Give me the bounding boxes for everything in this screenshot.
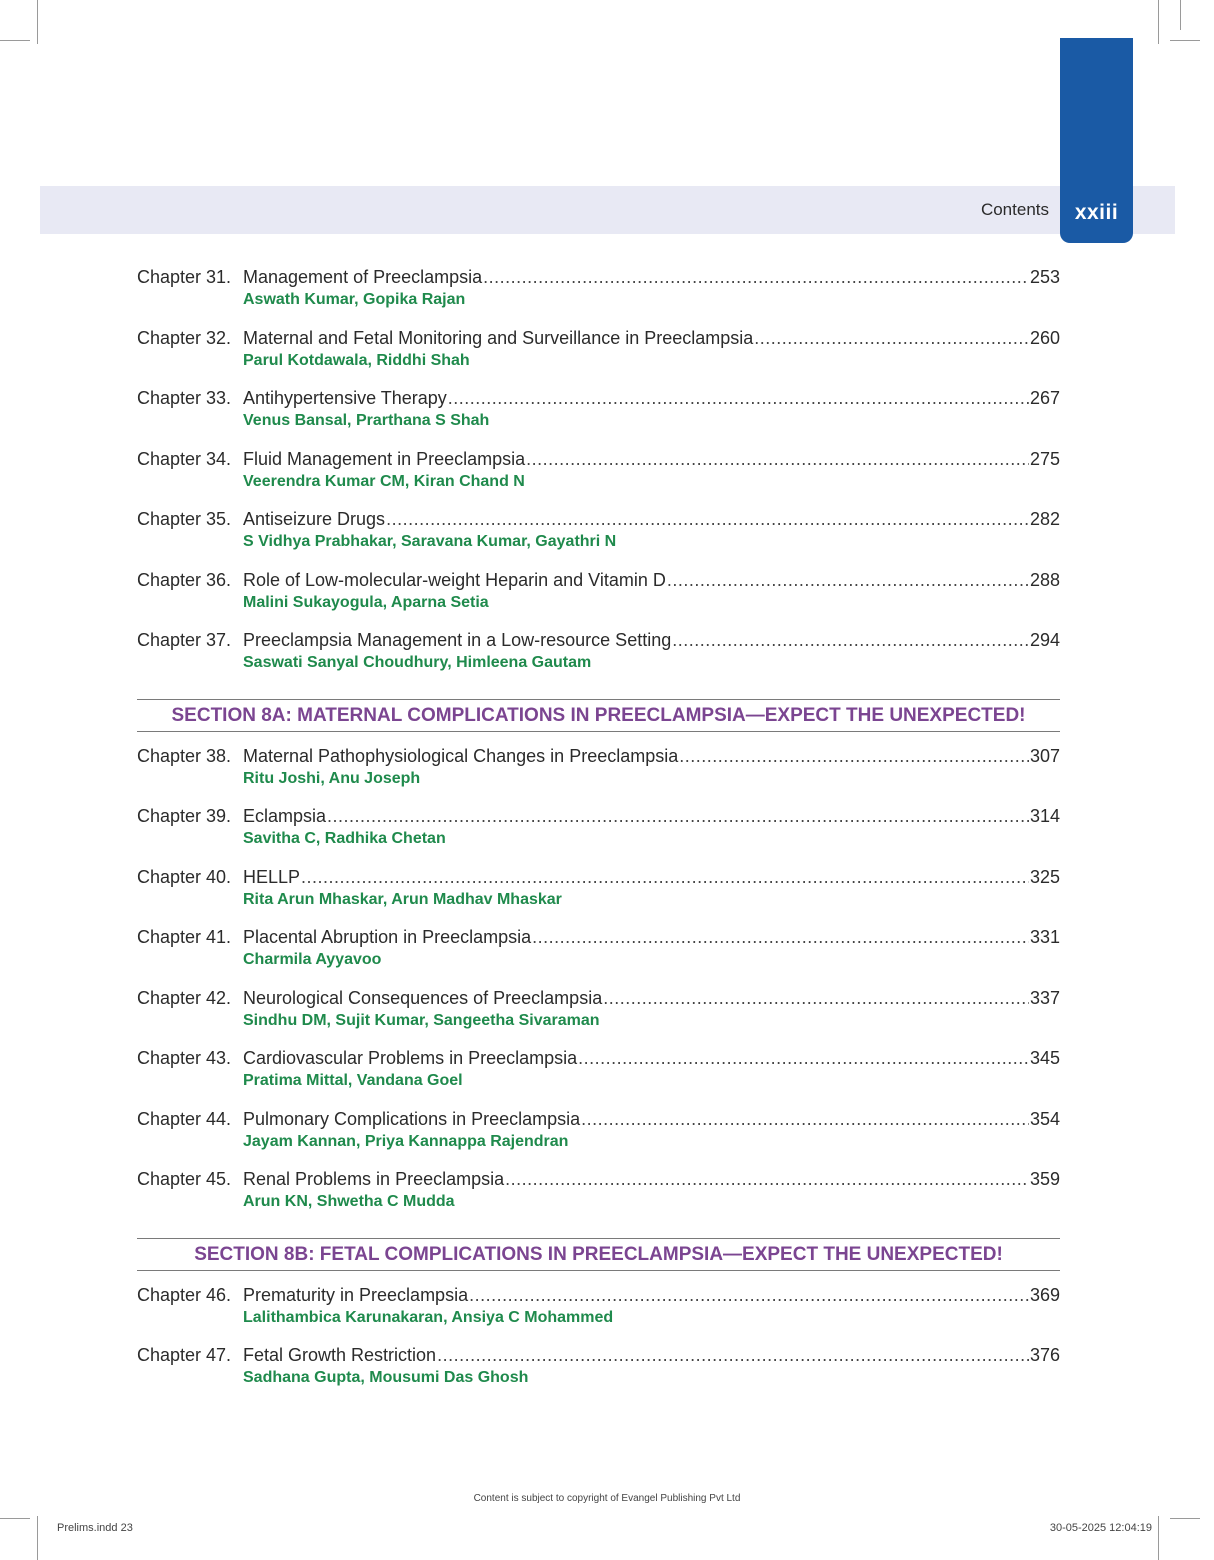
toc-entry — [137, 325, 1060, 386]
page-reference: 260 — [1029, 327, 1060, 348]
page-reference: 294 — [1029, 630, 1060, 650]
crop-mark — [1158, 0, 1159, 44]
toc-entry-line — [137, 446, 1060, 472]
copyright-notice: Content is subject to copyright of Evangel Publishing Pvt Ltd — [473, 1493, 741, 1504]
dot-leader — [532, 924, 1029, 950]
chapter-number: Chapter 38. — [137, 745, 232, 766]
chapter-number: Chapter 33. — [137, 388, 232, 408]
crop-mark — [1158, 1516, 1159, 1560]
chapter-number: Chapter 40. — [137, 866, 232, 887]
toc-entry — [137, 1045, 1060, 1106]
toc-entry-line — [137, 627, 1060, 653]
toc-entry — [137, 1342, 1060, 1403]
chapter-title: Preeclampsia Management in a Low-resource Setting — [243, 630, 672, 650]
chapter-title: Placental Abruption in Preeclampsia — [243, 927, 532, 947]
toc-entry — [137, 1166, 1060, 1227]
toc-entry-line — [137, 743, 1060, 769]
chapter-authors: Aswath Kumar, Gopika Rajan — [243, 291, 466, 308]
dot-leader — [578, 1045, 1029, 1071]
chapter-number: Chapter 42. — [137, 987, 232, 1008]
crop-mark — [37, 0, 38, 44]
toc-entry-line — [137, 264, 1060, 290]
toc-group — [137, 264, 1060, 688]
page-reference: 345 — [1029, 1048, 1060, 1068]
page-number: xxiii — [1074, 201, 1119, 224]
page-reference: 325 — [1029, 866, 1060, 887]
page-reference: 337 — [1029, 987, 1060, 1008]
crop-mark — [0, 40, 30, 41]
toc-entry — [137, 506, 1060, 567]
page-reference: 359 — [1029, 1169, 1060, 1189]
chapter-title: Neurological Consequences of Preeclampsia — [243, 987, 603, 1008]
chapter-number: Chapter 46. — [137, 1284, 232, 1305]
chapter-title: Fetal Growth Restriction — [243, 1345, 437, 1365]
toc-entry-line — [137, 1282, 1060, 1308]
page-number-tab — [1060, 38, 1133, 243]
toc-entry — [137, 385, 1060, 446]
crop-mark — [0, 1518, 30, 1519]
chapter-title: Role of Low-molecular-weight Heparin and Vitamin D — [243, 569, 666, 590]
dot-leader — [581, 1106, 1029, 1132]
toc-entry — [137, 1106, 1060, 1167]
chapter-authors: Sindhu DM, Sujit Kumar, Sangeetha Sivaraman — [243, 1011, 600, 1029]
dot-leader — [386, 506, 1029, 532]
dot-leader — [505, 1166, 1029, 1192]
toc-entry — [137, 803, 1060, 864]
chapter-title: Antihypertensive Therapy — [243, 388, 447, 408]
page-reference: 253 — [1029, 267, 1060, 287]
dot-leader — [526, 446, 1029, 472]
toc-entry — [137, 924, 1060, 985]
toc-entry — [137, 743, 1060, 804]
chapter-authors: Saswati Sanyal Choudhury, Himleena Gautam — [243, 654, 592, 671]
chapter-title: Cardiovascular Problems in Preeclampsia — [243, 1048, 578, 1068]
crop-mark — [37, 1516, 38, 1560]
chapter-authors: Savitha C, Radhika Chetan — [243, 830, 446, 847]
chapter-title: Fluid Management in Preeclampsia — [243, 448, 526, 469]
crop-mark — [1180, 0, 1181, 30]
toc-entry — [137, 567, 1060, 628]
chapter-number: Chapter 35. — [137, 509, 232, 529]
chapter-authors: Ritu Joshi, Anu Joseph — [243, 769, 421, 787]
toc-entry — [137, 1282, 1060, 1343]
dot-leader — [672, 627, 1029, 653]
chapter-number: Chapter 41. — [137, 927, 232, 947]
page-reference: 314 — [1029, 806, 1060, 826]
toc-entry-line — [137, 1342, 1060, 1368]
chapter-title: HELLP — [243, 866, 301, 887]
chapter-title: Management of Preeclampsia — [243, 267, 483, 287]
dot-leader — [679, 743, 1029, 769]
dot-leader — [754, 325, 1029, 351]
toc-entry — [137, 264, 1060, 325]
toc-entry-line — [137, 1166, 1060, 1192]
chapter-authors: Veerendra Kumar CM, Kiran Chand N — [243, 472, 525, 490]
dot-leader — [301, 864, 1029, 890]
chapter-title: Maternal and Fetal Monitoring and Surveillance in Preeclampsia — [243, 327, 754, 348]
toc-entry-line — [137, 567, 1060, 593]
toc-entry-line — [137, 864, 1060, 890]
chapter-number: Chapter 39. — [137, 806, 232, 826]
chapter-number: Chapter 44. — [137, 1108, 232, 1129]
toc-entry — [137, 985, 1060, 1046]
page-reference: 275 — [1029, 448, 1060, 469]
chapter-authors: Sadhana Gupta, Mousumi Das Ghosh — [243, 1369, 529, 1386]
page-reference: 267 — [1029, 388, 1060, 408]
chapter-title: Antiseizure Drugs — [243, 509, 386, 529]
dot-leader — [437, 1342, 1029, 1368]
chapter-title: Renal Problems in Preeclampsia — [243, 1169, 505, 1189]
chapter-title: Maternal Pathophysiological Changes in Preeclampsia — [243, 745, 679, 766]
print-timestamp: 30-05-2025 12:04:19 — [1049, 1522, 1152, 1534]
dot-leader — [483, 264, 1029, 290]
dot-leader — [603, 985, 1029, 1011]
dot-leader — [448, 385, 1029, 411]
page-reference: 288 — [1029, 569, 1060, 590]
chapter-title: Prematurity in Preeclampsia — [243, 1284, 469, 1305]
chapter-number: Chapter 32. — [137, 327, 232, 348]
chapter-authors: Lalithambica Karunakaran, Ansiya C Mohammed — [243, 1308, 614, 1326]
chapter-number: Chapter 43. — [137, 1048, 232, 1068]
chapter-number: Chapter 31. — [137, 267, 232, 287]
chapter-authors: Malini Sukayogula, Aparna Setia — [243, 593, 489, 611]
running-title: Contents — [980, 200, 1049, 219]
toc-entry-line — [137, 506, 1060, 532]
page-reference: 369 — [1029, 1284, 1060, 1305]
toc-entry — [137, 627, 1060, 688]
table-of-contents — [137, 264, 1060, 1403]
toc-entry-line — [137, 803, 1060, 829]
chapter-number: Chapter 36. — [137, 569, 232, 590]
chapter-authors: Jayam Kannan, Priya Kannappa Rajendran — [243, 1132, 569, 1150]
chapter-authors: Rita Arun Mhaskar, Arun Madhav Mhaskar — [243, 890, 562, 908]
toc-group — [137, 743, 1060, 1227]
chapter-number: Chapter 45. — [137, 1169, 232, 1189]
section-heading-8b: SECTION 8B: FETAL COMPLICATIONS IN PREECLAMPSIA—EXPECT THE UNEXPECTED! — [137, 1238, 1060, 1271]
page-reference: 331 — [1029, 927, 1060, 947]
dot-leader — [469, 1282, 1029, 1308]
toc-entry — [137, 446, 1060, 507]
page-reference: 376 — [1029, 1345, 1060, 1365]
page-reference: 282 — [1029, 509, 1060, 529]
chapter-title: Eclampsia — [243, 806, 327, 826]
chapter-number: Chapter 47. — [137, 1345, 232, 1365]
chapter-number: Chapter 37. — [137, 630, 232, 650]
toc-entry-line — [137, 985, 1060, 1011]
section-heading-8a: SECTION 8A: MATERNAL COMPLICATIONS IN PREECLAMPSIA—EXPECT THE UNEXPECTED! — [137, 699, 1060, 732]
toc-entry-line — [137, 924, 1060, 950]
dot-leader — [327, 803, 1029, 829]
toc-group — [137, 1282, 1060, 1403]
toc-entry-line — [137, 1106, 1060, 1132]
page-reference: 354 — [1029, 1108, 1060, 1129]
dot-leader — [667, 567, 1029, 593]
chapter-number: Chapter 34. — [137, 448, 232, 469]
file-slug: Prelims.indd 23 — [57, 1522, 133, 1534]
chapter-authors: Arun KN, Shwetha C Mudda — [243, 1193, 455, 1210]
chapter-authors: Pratima Mittal, Vandana Goel — [243, 1072, 463, 1089]
chapter-authors: Charmila Ayyavoo — [243, 951, 382, 968]
page-reference: 307 — [1029, 745, 1060, 766]
toc-entry-line — [137, 325, 1060, 351]
crop-mark — [1170, 1518, 1200, 1519]
toc-entry-line — [137, 1045, 1060, 1071]
chapter-authors: Parul Kotdawala, Riddhi Shah — [243, 351, 470, 369]
chapter-authors: S Vidhya Prabhakar, Saravana Kumar, Gayathri N — [243, 533, 617, 550]
crop-mark — [1170, 40, 1200, 41]
chapter-authors: Venus Bansal, Prarthana S Shah — [243, 412, 490, 429]
toc-entry — [137, 864, 1060, 925]
toc-entry-line — [137, 385, 1060, 411]
chapter-title: Pulmonary Complications in Preeclampsia — [243, 1108, 581, 1129]
